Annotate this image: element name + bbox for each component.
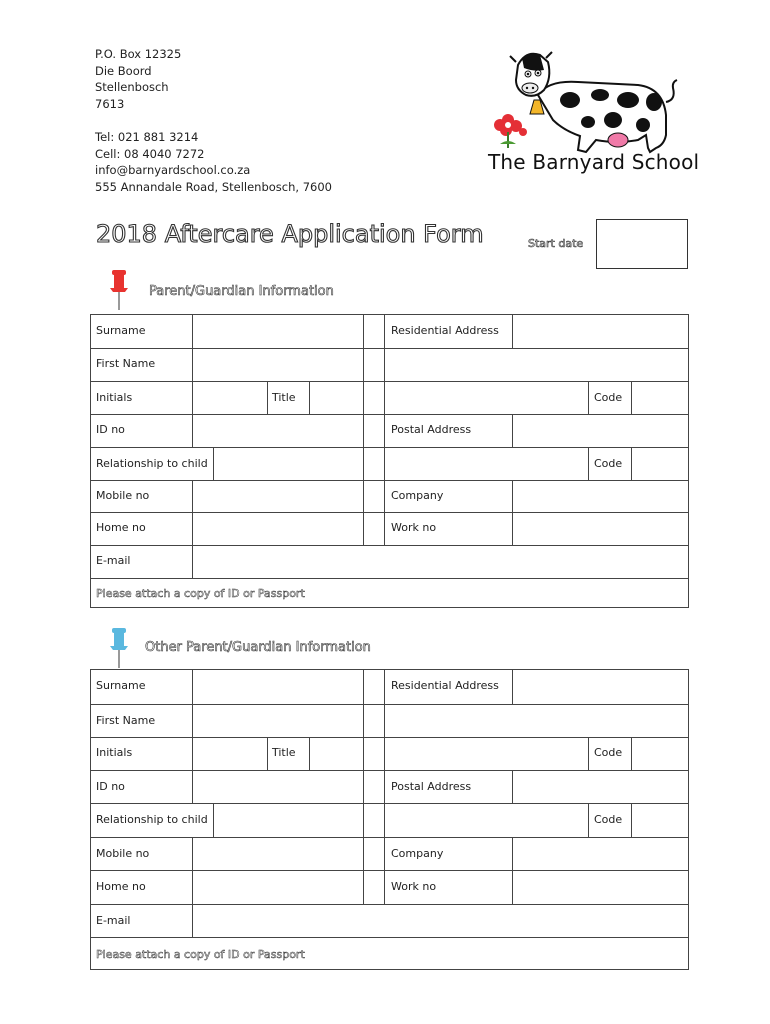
initials-label: Initials <box>96 746 133 759</box>
postal-address-field[interactable] <box>513 415 688 447</box>
id-no-label: ID no <box>96 780 125 793</box>
code-label: Code <box>594 746 623 759</box>
table-row <box>91 704 688 737</box>
telephone: Tel: 021 881 3214 <box>95 130 199 144</box>
title-field[interactable] <box>310 738 363 770</box>
table-row <box>91 545 688 578</box>
school-address <box>95 46 332 195</box>
section-title: Parent/Guardian Information <box>149 284 334 299</box>
red-pushpin-icon <box>109 268 129 310</box>
residential-code-field[interactable] <box>632 738 688 770</box>
table-row <box>91 837 688 870</box>
email-label: E-mail <box>96 914 131 927</box>
attach-id-note: Please attach a copy of ID or Passport <box>96 587 305 600</box>
postal-address-line2-field[interactable] <box>385 448 588 480</box>
table-row <box>91 348 688 381</box>
home-no-field[interactable] <box>193 871 363 904</box>
address-line: Stellenbosch <box>95 80 169 94</box>
surname-label: Surname <box>96 324 146 337</box>
first-name-label: First Name <box>96 714 156 727</box>
title-field[interactable] <box>310 382 363 414</box>
attach-id-note: Please attach a copy of ID or Passport <box>96 948 305 961</box>
postal-address-label: Postal Address <box>391 423 472 436</box>
table-row <box>91 578 688 608</box>
surname-field[interactable] <box>193 670 363 704</box>
residential-address-field[interactable] <box>513 670 688 704</box>
relationship-label: Relationship to child <box>96 813 208 826</box>
residential-address-line3-field[interactable] <box>385 738 588 770</box>
blue-pushpin-icon <box>109 626 129 668</box>
id-no-label: ID no <box>96 423 125 436</box>
relationship-field[interactable] <box>214 448 363 480</box>
table-row <box>91 414 688 447</box>
address-line: 7613 <box>95 96 125 111</box>
form-title: 2018 Aftercare Application Form <box>96 220 484 248</box>
company-field[interactable] <box>513 838 688 870</box>
parent-guardian-table <box>90 314 689 608</box>
mobile-no-field[interactable] <box>193 481 363 512</box>
mobile-no-label: Mobile no <box>96 489 150 502</box>
residential-address-label: Residential Address <box>391 679 499 692</box>
title-label: Title <box>272 746 296 759</box>
surname-label: Surname <box>96 679 146 692</box>
postal-address-field[interactable] <box>513 771 688 803</box>
start-date-label: Start date <box>528 237 584 250</box>
title-label: Title <box>272 391 296 404</box>
address-line: Die Boord <box>95 63 152 78</box>
table-row <box>91 512 688 545</box>
email-field[interactable] <box>193 546 688 578</box>
residential-address-line3-field[interactable] <box>385 382 588 414</box>
residential-address-line2-field[interactable] <box>385 349 688 381</box>
cellphone: Cell: 08 4040 7272 <box>95 146 205 161</box>
street-address: 555 Annandale Road, Stellenbosch, 7600 <box>95 179 332 194</box>
surname-field[interactable] <box>193 315 363 348</box>
table-row <box>91 803 688 837</box>
company-label: Company <box>391 489 444 502</box>
first-name-field[interactable] <box>193 705 363 737</box>
code-label: Code <box>594 457 623 470</box>
id-no-field[interactable] <box>193 771 363 803</box>
home-no-label: Home no <box>96 521 146 534</box>
first-name-field[interactable] <box>193 349 363 381</box>
first-name-label: First Name <box>96 357 156 370</box>
work-no-label: Work no <box>391 521 437 534</box>
work-no-field[interactable] <box>513 871 688 904</box>
company-label: Company <box>391 847 444 860</box>
school-name-logo: The Barnyard School <box>488 150 700 174</box>
residential-address-line2-field[interactable] <box>385 705 688 737</box>
relationship-label: Relationship to child <box>96 457 208 470</box>
section-title: Other Parent/Guardian Information <box>145 640 371 655</box>
home-no-field[interactable] <box>193 513 363 545</box>
email-address: info@barnyardschool.co.za <box>95 163 251 177</box>
initials-field[interactable] <box>193 738 267 770</box>
table-row <box>91 480 688 512</box>
mobile-no-label: Mobile no <box>96 847 150 860</box>
postal-address-label: Postal Address <box>391 780 472 793</box>
residential-address-label: Residential Address <box>391 324 499 337</box>
id-no-field[interactable] <box>193 415 363 447</box>
address-line: P.O. Box 12325 <box>95 47 182 61</box>
table-row <box>91 937 688 970</box>
postal-address-line2-field[interactable] <box>385 804 588 837</box>
residential-code-field[interactable] <box>632 382 688 414</box>
table-row <box>91 315 688 348</box>
table-row <box>91 381 688 414</box>
table-row <box>91 870 688 904</box>
table-row <box>91 447 688 480</box>
postal-code-field[interactable] <box>632 804 688 837</box>
table-row <box>91 737 688 770</box>
email-label: E-mail <box>96 554 131 567</box>
code-label: Code <box>594 391 623 404</box>
email-field[interactable] <box>193 905 688 937</box>
other-parent-guardian-table <box>90 669 689 970</box>
postal-code-field[interactable] <box>632 448 688 480</box>
start-date-field[interactable] <box>596 219 688 269</box>
mobile-no-field[interactable] <box>193 838 363 870</box>
relationship-field[interactable] <box>214 804 363 837</box>
code-label: Code <box>594 813 623 826</box>
initials-field[interactable] <box>193 382 267 414</box>
table-row <box>91 670 688 704</box>
table-row <box>91 904 688 937</box>
residential-address-field[interactable] <box>513 315 688 348</box>
home-no-label: Home no <box>96 880 146 893</box>
initials-label: Initials <box>96 391 133 404</box>
work-no-label: Work no <box>391 880 437 893</box>
company-field[interactable] <box>513 481 688 512</box>
work-no-field[interactable] <box>513 513 688 545</box>
table-row <box>91 770 688 803</box>
